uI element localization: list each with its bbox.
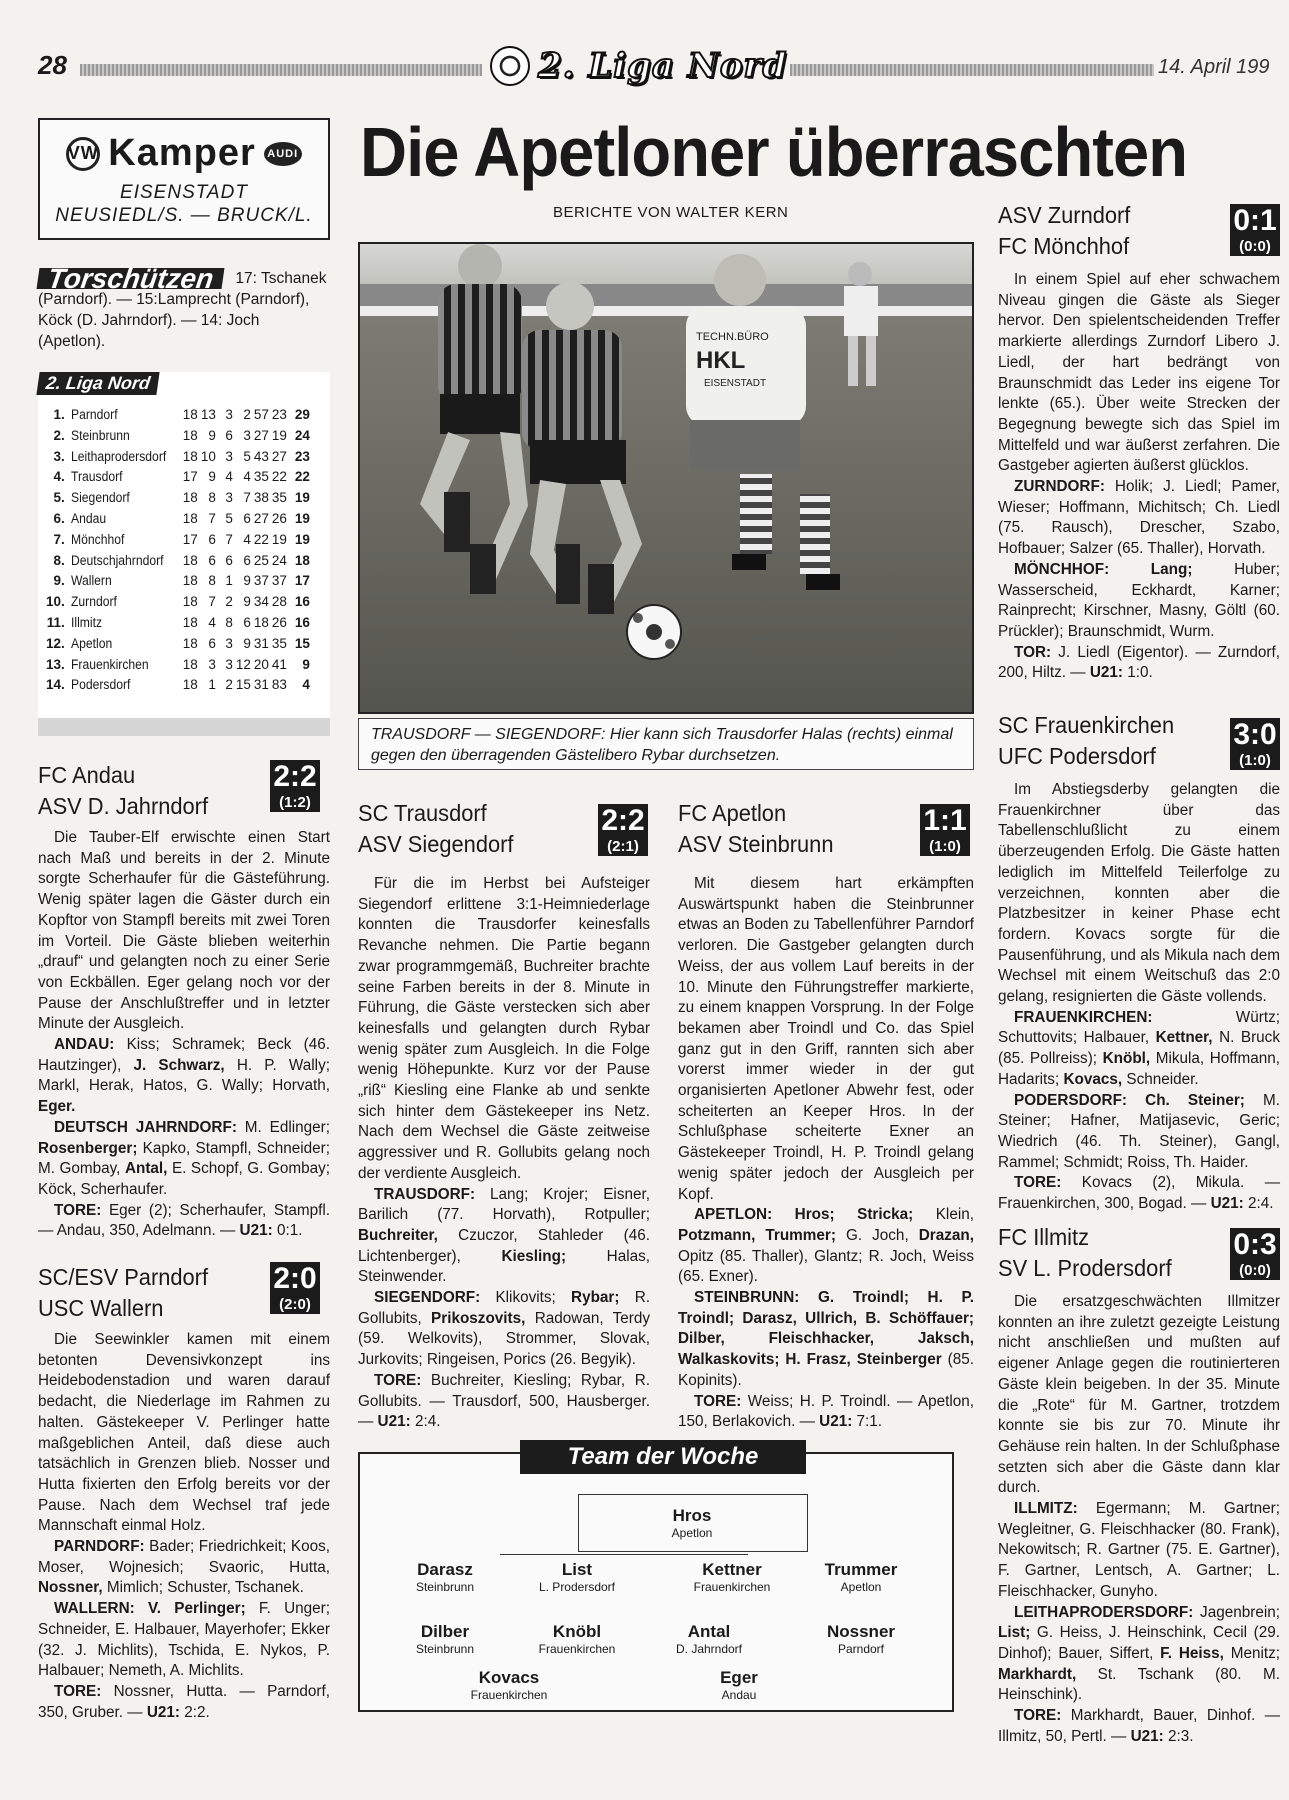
table-row [46, 655, 310, 676]
stat-cell-gf: 35 [253, 469, 269, 485]
stat-cell-w: 13 [200, 407, 216, 422]
stat-cell-d: 1 [225, 573, 233, 589]
rank-cell: 8. [53, 552, 65, 568]
stat-cell-gf: 57 [253, 407, 269, 422]
points-cell: 9 [302, 656, 310, 672]
lineup-home: PARNDORF: Bader; Friedrichkeit; Koos, Moser, Wojnesich; Svaoric, Hutta, Nossner, Mimlich; Schuster, Tschanek. [38, 1538, 330, 1597]
points-cell: 17 [294, 573, 310, 589]
stat-cell-w: 7 [208, 594, 216, 610]
table-row [46, 530, 310, 551]
points-cell: 19 [294, 510, 310, 526]
team-of-week-title: Team der Woche [520, 1440, 806, 1474]
stat-cell-ga: 22 [271, 469, 287, 485]
points-cell: 29 [294, 407, 310, 422]
stat-cell-d: 4 [225, 469, 233, 485]
points-cell: 16 [294, 594, 310, 610]
top-scorers [38, 263, 330, 352]
report-text: Für die im Herbst bei Aufsteiger Siegendorf erlittene 3:1-Heimniederlage konnten die Trausdorfer keinesfalls Revanche nehmen. Die Partie begann zwar programmgemäß, Buchreiter brachte seine Farben bereits in der 8. Minute in Führung, die Gäste verstecken sich aber keinesfalls und gelangten durch Rybar wenig später zum Ausgleich. In die Folge wenig Höhepunkte. Kurz vor der Pause „riß“ Kiesling eine Flanke ab und senkte sich hinter dem Gästekeeper ins Netz. Nach dem Wechsel die Gäste zeitweise aggressiver und R. Gollubits gelang noch der verdiente Ausgleich. [358, 875, 650, 1182]
away-team: ASV Siegendorf [358, 831, 514, 857]
report-body [998, 780, 1280, 1215]
home-team: SC Trausdorf [358, 800, 487, 826]
player-11: Eger Andau [720, 1668, 758, 1702]
player-1: Hros Apetlon [671, 1506, 713, 1540]
stat-cell-gf: 27 [253, 510, 269, 526]
section-logo [490, 44, 790, 88]
goals: TORE: Weiss; H. P. Troindl. — Apetlon, 150, Berlakovich. — U21: 7:1. [678, 1392, 974, 1431]
points-cell: 18 [294, 552, 310, 568]
report-trausdorf [358, 798, 650, 1433]
rank-cell: 6. [53, 510, 65, 526]
half-time-score: (0:0) [1239, 238, 1271, 255]
half-time-score: (2:1) [607, 838, 639, 855]
stat-cell-gf: 25 [253, 552, 269, 568]
stat-cell-l: 2 [243, 407, 251, 422]
stat-cell-d: 7 [225, 531, 233, 547]
report-text: Die Seewinkler kamen mit einem betonten Devensivkonzept ins Heidebodenstadion und waren darauf bedacht, die Niederlage im Rahmen zu halten. Gästekeeper V. Perlinger hatte maßgeblichen Anteil, daß diese auch tatsächlich in Grenzen blieb. Nosser und Hutta fixierten den Erfolg bereits vor der Pause. Nach dem Wechsel traf jede Mannschaft einmal Holz. [38, 1331, 330, 1535]
rank-cell: 12. [46, 635, 65, 651]
stat-cell-d: 2 [225, 594, 233, 610]
ad-line-2: NEUSIEDL/S. — BRUCK/L. [55, 205, 313, 226]
team-of-week [358, 1452, 954, 1712]
stat-cell-d: 2 [225, 677, 233, 693]
goals: TOR: J. Liedl (Eigentor). — Zurndorf, 200, Hiltz. — U21: 1:0. [998, 643, 1280, 682]
report-text: Die Tauber-Elf erwischte einen Start nach Maß und bereits in der 2. Minute sorgte Scherhaufer für die Gästeführung. Wenig später lagen die Gäster durch ein Kopftor von Stampfl bereits mit zwei Toren im Vorteil. Die Gäste blieben weiterhin „drauf“ und gelangten noch zu einer Serie von Eckbällen. Eger gelang noch vor der Pause der Anschlußtreffer und in letzter Minute der Ausgleich. [38, 829, 330, 1033]
player-4: Kettner Frauenkirchen [693, 1560, 771, 1594]
table-row [46, 509, 310, 530]
team-cell: Leithaprodersdorf [70, 448, 167, 464]
stat-cell-w: 1 [208, 677, 216, 693]
dealer-ad [38, 118, 330, 240]
points-cell: 16 [294, 614, 310, 630]
stat-cell-g: 18 [182, 573, 198, 589]
stat-cell-d: 3 [225, 407, 233, 422]
report-zurndorf [998, 200, 1280, 684]
top-scorers-label: Torschützen [37, 268, 225, 289]
table-row [46, 447, 310, 468]
stat-cell-g: 18 [182, 427, 198, 443]
final-score: 2:0 [273, 1262, 317, 1295]
score-badge [1230, 718, 1280, 770]
final-score: 1:1 [923, 804, 967, 837]
stat-cell-d: 3 [225, 490, 233, 506]
away-team: ASV Steinbrunn [678, 831, 834, 857]
table-row [46, 675, 310, 696]
report-text: In einem Spiel auf eher schwachem Niveau gingen die Gäste als Sieger hervor. Den spielentscheidenden Treffer markierte allerdings Zurndorf Libero J. Liedl, der hart bedrängt von Braunschmidt das Leder ins eigene Tor lenkte (65.). Über weite Strecken der Begegnung bewegte sich das Spiel im Mittelfeld und war äußerst zerfahren. Die Gastgeber agierten äußerst glücklos. [998, 271, 1280, 475]
stat-cell-g: 18 [182, 614, 198, 630]
stat-cell-ga: 19 [271, 427, 287, 443]
table-row [46, 613, 310, 634]
report-body [678, 874, 974, 1433]
page-number: 28 [38, 50, 67, 80]
score-badge [270, 1262, 320, 1314]
stat-cell-gf: 34 [253, 594, 269, 610]
rank-cell: 2. [53, 427, 65, 443]
final-score: 3:0 [1233, 718, 1277, 751]
svg-text:EISENSTADT: EISENSTADT [704, 378, 767, 389]
report-body [358, 874, 650, 1433]
team-cell: Siegendorf [70, 490, 130, 506]
vw-logo-icon: VW [66, 137, 100, 171]
report-body [998, 1292, 1280, 1747]
league-table [38, 372, 330, 736]
report-apetlon [678, 798, 974, 1433]
table-row [46, 405, 310, 426]
rank-cell: 10. [46, 594, 65, 610]
stat-cell-ga: 37 [271, 573, 287, 589]
lineup-home: FRAUENKIRCHEN: Würtz; Schuttovits; Halbauer, Kettner, N. Bruck (85. Pollreiss); Knöbl, Mikula, Hoffmann, Hadarits; Kovacs, Schneider. [998, 1008, 1280, 1088]
stat-cell-w: 3 [208, 656, 216, 672]
stat-cell-l: 4 [243, 531, 251, 547]
score-badge [598, 804, 648, 856]
final-score: 0:3 [1233, 1228, 1277, 1261]
headline: Die Apetloner überraschten [360, 113, 1188, 191]
half-time-score: (1:2) [279, 794, 311, 811]
stat-cell-l: 6 [243, 552, 251, 568]
report-body [998, 270, 1280, 684]
rank-cell: 13. [46, 656, 65, 672]
stat-cell-l: 9 [243, 635, 251, 651]
stat-cell-l: 6 [243, 614, 251, 630]
away-team: SV L. Prodersdorf [998, 1255, 1172, 1281]
lineup-away: DEUTSCH JAHRNDORF: M. Edlinger; Rosenberger; Kapko, Stampfl, Schneider; M. Gombay, Antal, E. Schopf, G. Gombay; Köck, Scherhaufer. [38, 1118, 330, 1198]
team-cell: Frauenkirchen [70, 656, 149, 672]
lineup-away: MÖNCHHOF: Lang; Huber; Wasserscheid, Eckhardt, Karner; Rainprecht; Kirschner, Masny, Göltl (60. Prückler); Braunschmidt, Wurm. [998, 560, 1280, 640]
stat-cell-ga: 24 [271, 552, 287, 568]
player-2: Darasz Steinbrunn [415, 1560, 475, 1594]
lineup-away: LEITHAPRODERSDORF: Jagenbrein; List; G. Heiss, J. Heinschink, Cecil (29. Dinhof); Bauer, Siffert, F. Heiss, Menitz; Markhardt, St. Tschank (80. M. Heinschink). [998, 1603, 1281, 1704]
table-row [46, 426, 310, 447]
svg-text:HKL: HKL [696, 347, 746, 374]
stat-cell-g: 18 [182, 677, 198, 693]
team-cell: Steinbrunn [70, 427, 130, 443]
ad-brand [40, 132, 328, 175]
issue-date: 14. April 199 [1158, 56, 1270, 78]
byline: BERICHTE VON WALTER KERN [553, 204, 789, 221]
half-time-score: (1:0) [1239, 752, 1271, 769]
rank-cell: 3. [53, 448, 65, 464]
stat-cell-l: 9 [243, 573, 251, 589]
stat-cell-g: 17 [182, 531, 198, 547]
away-team: UFC Podersdorf [998, 743, 1156, 769]
home-team: FC Andau [38, 762, 136, 788]
stat-cell-gf: 31 [253, 635, 269, 651]
stat-cell-ga: 27 [271, 448, 287, 464]
stat-cell-ga: 41 [271, 656, 287, 672]
stat-cell-gf: 22 [253, 531, 269, 547]
stat-cell-gf: 27 [253, 427, 269, 443]
rank-cell: 5. [53, 490, 65, 506]
team-cell: Zurndorf [70, 594, 117, 610]
rank-cell: 4. [53, 469, 65, 485]
score-badge [1230, 204, 1280, 256]
points-cell: 19 [294, 490, 310, 506]
points-cell: 15 [294, 635, 310, 651]
score-badge [920, 804, 970, 856]
stat-cell-l: 5 [243, 448, 251, 464]
final-score: 2:2 [273, 760, 317, 793]
stat-cell-w: 8 [208, 573, 216, 589]
stat-cell-ga: 83 [271, 677, 287, 693]
table-row [46, 467, 310, 488]
soccer-ball-icon [490, 46, 530, 86]
stat-cell-g: 17 [182, 469, 198, 485]
field-line [500, 1554, 748, 1555]
team-cell: Trausdorf [70, 469, 123, 485]
stat-cell-w: 6 [208, 531, 216, 547]
stat-cell-d: 8 [225, 614, 233, 630]
top-scorers-text: 17: Tschanek (Parndorf). — 15:Lamprecht (Parndorf), Köck (D. Jahrndorf). — 14: Joch (Apetlon). [38, 270, 327, 350]
stat-cell-w: 6 [208, 635, 216, 651]
league-table-label: 2. Liga Nord [36, 372, 159, 395]
score-badge [1230, 1228, 1280, 1280]
stat-cell-ga: 35 [271, 635, 287, 651]
player-9: Nossner Parndorf [826, 1622, 896, 1656]
team-cell: Andau [70, 510, 106, 526]
stat-cell-w: 9 [208, 469, 216, 485]
report-andau [38, 760, 330, 1242]
points-cell: 22 [294, 469, 310, 485]
home-team: SC/ESV Parndorf [38, 1264, 209, 1290]
table-row [46, 551, 310, 572]
stat-cell-gf: 37 [253, 573, 269, 589]
stat-cell-g: 18 [182, 510, 198, 526]
player-6: Dilber Steinbrunn [415, 1622, 475, 1656]
home-team: FC Illmitz [998, 1224, 1090, 1250]
stat-cell-g: 18 [182, 490, 198, 506]
stat-cell-gf: 31 [253, 677, 269, 693]
goals: TORE: Eger (2); Scherhaufer, Stampfl. — Andau, 350, Adelmann. — U21: 0:1. [38, 1201, 330, 1240]
stat-cell-d: 3 [225, 635, 233, 651]
player-7: Knöbl Frauenkirchen [538, 1622, 616, 1656]
lineup-away: WALLERN: V. Perlinger; F. Unger; Schneider, E. Halbauer, Mayerhofer; Ekker (32. J. Michlits), Tschida, E. Nykos, P. Halbauer; Nemeth, A. Michlits. [38, 1600, 330, 1680]
report-text: Im Abstiegsderby gelangten die Frauenkirchner über das Tabellenschlußlicht zu einem überzeugenden Erfolg. Die Gäste hatten lediglich im Mittelfeld Teilerfolge zu verzeichnen, konnten aber die Platzbesitzer in keiner Phase echt fordern. Kovacs sorgte für die Pausenführung, und als Mikula nach dem Wechsel mit einem Weitschuß das 2:0 gelang, resignierten die Gäste vollends. [998, 781, 1280, 1006]
home-team: ASV Zurndorf [998, 202, 1131, 228]
stat-cell-g: 18 [182, 407, 198, 422]
audi-logo-icon: AUDI [264, 142, 302, 166]
stat-cell-ga: 26 [271, 614, 287, 630]
table-row [46, 571, 310, 592]
final-score: 0:1 [1233, 204, 1277, 237]
stat-cell-gf: 20 [253, 656, 269, 672]
away-team: ASV D. Jahrndorf [38, 793, 209, 819]
lineup-home: TRAUSDORF: Lang; Krojer; Eisner, Barilich (77. Horvath), Rotpuller; Buchreiter, Czuczor, Stahleder (46. Lichtenberger), Kiesling; Halas, Steinwender. [358, 1185, 650, 1286]
rank-cell: 14. [46, 677, 65, 693]
report-illmitz [998, 1222, 1280, 1747]
stat-cell-ga: 28 [271, 594, 287, 610]
lineup-away: SIEGENDORF: Klikovits; Rybar; R. Gollubits, Prikoszovits, Radowan, Terdy (59. Welkovits), Strommer, Slovak, Jurkovits; Ringeisen, Porics (26. Begyik). [358, 1289, 650, 1369]
stat-cell-w: 9 [208, 427, 216, 443]
score-badge [270, 760, 320, 812]
half-time-score: (0:0) [1239, 1262, 1271, 1279]
stat-cell-ga: 35 [271, 490, 287, 506]
standings-table [46, 405, 310, 696]
table-row [46, 488, 310, 509]
stat-cell-ga: 19 [271, 531, 287, 547]
stat-cell-d: 3 [225, 448, 233, 464]
team-cell: Illmitz [70, 614, 102, 630]
lineup-home: ANDAU: Kiss; Schramek; Beck (46. Hautzinger), J. Schwarz, H. P. Wally; Markl, Herak, Hatos, G. Wally; Horvath, Eger. [38, 1036, 330, 1116]
stat-cell-l: 4 [243, 469, 251, 485]
player-8: Antal D. Jahrndorf [675, 1622, 743, 1656]
photo-caption: TRAUSDORF — SIEGENDORF: Hier kann sich Trausdorfer Halas (rechts) einmal gegen den überragenden Gästelibero Rybar durchsetzen. [358, 718, 974, 770]
stat-cell-g: 18 [182, 552, 198, 568]
rank-cell: 11. [46, 614, 65, 630]
stat-cell-g: 18 [182, 448, 198, 464]
header-rule-right [790, 64, 1154, 76]
stat-cell-g: 18 [182, 594, 198, 610]
stat-cell-ga: 26 [271, 510, 287, 526]
report-text: Die ersatzgeschwächten Illmitzer konnten an ihre zuletzt gezeigte Leistung nicht anschließen und mußten auf eigener Anlage gegen die routinierteren Gäste klein beigeben. In der 35. Minute die „Rote“ für M. Gartner, trotzdem konnte sie bis zur 70. Minute ihr Gehäuse rein halten. In der Schlußphase setzten sich aber die Gäste dann klar durch. [998, 1293, 1280, 1497]
stat-cell-ga: 23 [271, 407, 287, 422]
stat-cell-d: 5 [225, 510, 233, 526]
stat-cell-w: 8 [208, 490, 216, 506]
header-rule-left [80, 64, 482, 76]
report-text: Mit diesem hart erkämpften Auswärtspunkt haben die Steinbrunner etwas an Boden zu Tabellenführer Parndorf verloren. Die Gastgeber gelangten durch Weiss, der aus vollem Lauf bereits in der 10. Minute den Führungstreffer markierte, zu einem knappen Vorsprung. In der Folge bekamen aber Troindl und Co. das Spiel ganz gut in den Griff, rannten sich aber vorerst immer wieder in der gut organisierten Apetloner Abwehr fest, oder scheiterten an Keeper Hros. In der Schlußphase scheiterte Exner an Gästekeeper Troindl, H. P. Troindl gelang wenig später jedoch der Ausgleich per Kopf. [678, 875, 974, 1203]
stat-cell-gf: 38 [253, 490, 269, 506]
away-team: FC Mönchhof [998, 233, 1130, 259]
final-score: 2:2 [601, 804, 645, 837]
team-cell: Deutschjahrndorf [70, 552, 164, 568]
report-body [38, 1330, 330, 1723]
goals: TORE: Kovacs (2), Mikula. — Frauenkirchen, 300, Bogad. — U21: 2:4. [998, 1174, 1280, 1213]
report-parndorf [38, 1262, 330, 1723]
ad-line-1: EISENSTADT [120, 182, 248, 203]
table-row [46, 592, 310, 613]
goals: TORE: Buchreiter, Kiesling; Rybar, R. Gollubits. — Trausdorf, 500, Hausberger. — U21: 2:4. [358, 1371, 650, 1431]
stat-cell-d: 6 [225, 552, 233, 568]
stat-cell-l: 15 [235, 677, 251, 693]
stat-cell-l: 3 [243, 427, 251, 443]
home-team: SC Frauenkirchen [998, 712, 1175, 738]
player-5: Trummer Apetlon [824, 1560, 898, 1594]
stat-cell-g: 18 [182, 656, 198, 672]
goals: TORE: Markhardt, Bauer, Dinhof. — Illmitz, 50, Pertl. — U21: 2:3. [998, 1707, 1280, 1745]
away-team: USC Wallern [38, 1295, 164, 1321]
stat-cell-l: 12 [235, 656, 251, 672]
stat-cell-w: 7 [208, 510, 216, 526]
svg-text:TECHN.BÜRO: TECHN.BÜRO [696, 331, 769, 343]
stat-cell-w: 10 [200, 448, 216, 464]
rank-cell: 9. [53, 573, 65, 589]
stat-cell-d: 6 [225, 427, 233, 443]
stat-cell-l: 6 [243, 510, 251, 526]
team-cell: Podersdorf [70, 677, 131, 693]
match-photo-illustration [360, 244, 972, 712]
stat-cell-l: 9 [243, 594, 251, 610]
ad-brand-name: Kamper [108, 132, 256, 174]
player-3: List L. Prodersdorf [538, 1560, 616, 1594]
lineup-away: PODERSDORF: Ch. Steiner; M. Steiner; Hafner, Matijasevic, Geric; Wiedrich (46. Th. Steiner), Gangl, Rammel; Schmidt; Roiss, Th. Haider. [998, 1091, 1280, 1171]
points-cell: 24 [294, 427, 310, 443]
points-cell: 4 [302, 677, 310, 693]
team-cell: Parndorf [70, 407, 118, 422]
report-frauenkirchen [998, 710, 1280, 1215]
lineup-away: STEINBRUNN: G. Troindl; H. P. Troindl; Darasz, Ullrich, B. Schöffauer; Dilber, Fleischhacker, Jaksch, Walkaskovits; H. Frasz, Steinberger (85. Kopinits). [678, 1289, 975, 1389]
lineup-home: ILLMITZ: Egermann; M. Gartner; Wegleitner, G. Fleischhacker (80. Frank), Nekowitsch; R. Gartner (75. E. Gartner), F. Gartner, Lentsch, A. Gartner; L. Fleischhacker, Gunyho. [998, 1500, 1280, 1600]
table-row [46, 634, 310, 655]
stat-cell-w: 4 [208, 614, 216, 630]
match-photo [358, 242, 974, 714]
points-cell: 19 [294, 531, 310, 547]
rank-cell: 7. [53, 531, 65, 547]
stat-cell-gf: 18 [253, 614, 269, 630]
team-cell: Wallern [70, 573, 112, 589]
rank-cell: 1. [53, 407, 65, 422]
report-body [38, 828, 330, 1242]
half-time-score: (1:0) [929, 838, 961, 855]
lineup-home: ZURNDORF: Holik; J. Liedl; Pamer, Wieser; Hoffmann, Michitsch; Ch. Liedl (75. Rausch), Drescher, Szabo, Hofbauer; Salzer (65. Thaller), Horvath. [998, 478, 1280, 558]
stat-cell-d: 3 [225, 656, 233, 672]
half-time-score: (2:0) [279, 1296, 311, 1313]
stat-cell-gf: 43 [253, 448, 269, 464]
team-cell: Apetlon [70, 635, 112, 651]
player-10: Kovacs Frauenkirchen [470, 1668, 548, 1702]
stat-cell-l: 7 [243, 490, 251, 506]
section-title: 2. Liga Nord [538, 46, 788, 86]
stat-cell-w: 6 [208, 552, 216, 568]
team-cell: Mönchhof [70, 531, 125, 547]
goals: TORE: Nossner, Hutta. — Parndorf, 350, Gruber. — U21: 2:2. [38, 1682, 330, 1721]
points-cell: 23 [294, 448, 310, 464]
home-team: FC Apetlon [678, 800, 787, 826]
lineup-home: APETLON: Hros; Stricka; Klein, Potzmann, Trummer; G. Joch, Drazan, Opitz (85. Thaller), Glantz; R. Joch, Weiss (65. Exner). [678, 1206, 974, 1286]
stat-cell-g: 18 [182, 635, 198, 651]
